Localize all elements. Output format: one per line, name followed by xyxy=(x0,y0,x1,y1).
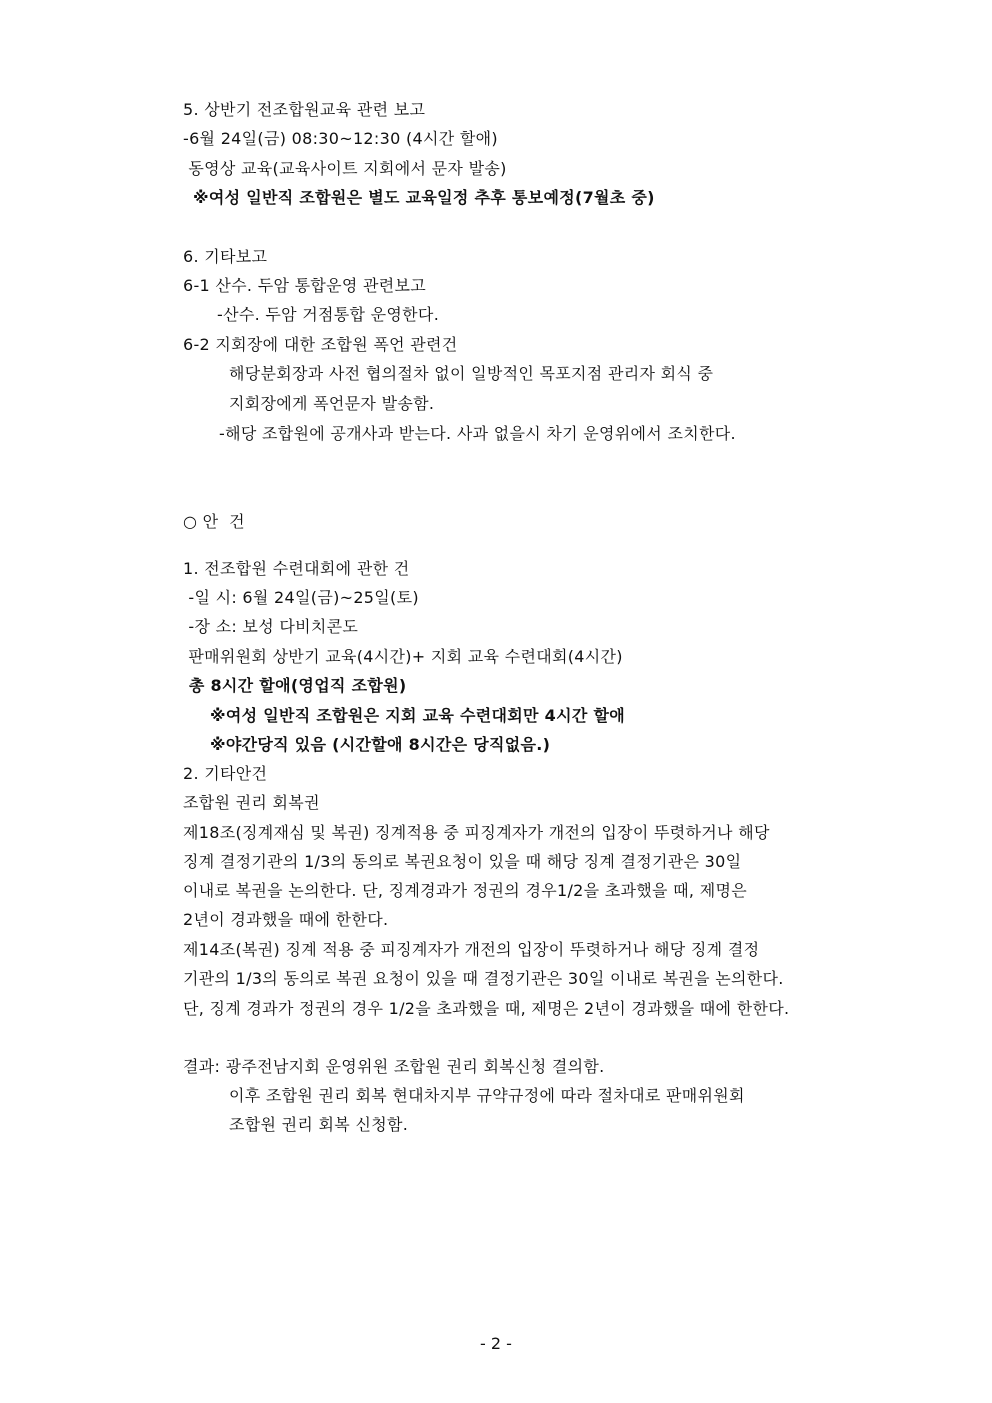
section6-item2-line3: -해당 조합원에 공개사과 받는다. 사과 없을시 차기 운영위에서 조치한다. xyxy=(219,424,736,443)
page-number: - 2 - xyxy=(480,1334,512,1353)
section6-item2-line1: 해당분회장과 사전 협의절차 없이 일방적인 목포지점 관리자 회식 중 xyxy=(229,364,714,383)
result-line1: 결과: 광주전남지회 운영위원 조합원 권리 회복신청 결의함. xyxy=(183,1057,605,1076)
section6-item2-title: 6-2 지회장에 대한 조합원 폭언 관련건 xyxy=(183,335,458,354)
agenda-item2-subtitle: 조합원 권리 회복권 xyxy=(183,793,320,812)
section6-item2-line2: 지회장에게 폭언문자 발송함. xyxy=(229,394,435,413)
article18-line2: 징계 결정기관의 1/3의 동의로 복권요청이 있을 때 해당 징계 결정기관은 30일 xyxy=(183,852,742,871)
agenda-item1-total: 총 8시간 할애(영업직 조합원) xyxy=(183,676,407,695)
article18-line1: 제18조(징계재심 및 복권) 징계적용 중 피징계자가 개전의 입장이 뚜렷하거나 해당 xyxy=(183,823,770,842)
agenda-item2-title: 2. 기타안건 xyxy=(183,764,268,783)
section5-video-line: 동영상 교육(교육사이트 지회에서 문자 발송) xyxy=(183,159,507,178)
agenda-item1-place: -장 소: 보성 다비치콘도 xyxy=(183,617,359,636)
section5-note: ※여성 일반직 조합원은 별도 교육일정 추후 통보예정(7월초 중) xyxy=(193,188,655,207)
agenda-item1-note2: ※야간당직 있음 (시간할애 8시간은 당직없음.) xyxy=(210,735,551,754)
result-line2: 이후 조합원 권리 회복 현대차지부 규약규정에 따라 절차대로 판매위원회 xyxy=(229,1086,745,1105)
article18-line3: 이내로 복권을 논의한다. 단, 징계경과가 정권의 경우1/2을 초과했을 때, 제명은 xyxy=(183,881,747,900)
section6-heading: 6. 기타보고 xyxy=(183,247,268,266)
agenda-item1-date: -일 시: 6월 24일(금)~25일(토) xyxy=(183,588,419,607)
section6-item1-title: 6-1 산수. 두암 통합운영 관련보고 xyxy=(183,276,427,295)
agenda-item1-program: 판매위원회 상반기 교육(4시간)+ 지회 교육 수련대회(4시간) xyxy=(183,647,623,666)
section6-item1-detail: -산수. 두암 거점통합 운영한다. xyxy=(217,305,440,324)
agenda-item1-note1: ※여성 일반직 조합원은 지회 교육 수련대회만 4시간 할애 xyxy=(210,706,626,725)
article14-line3: 단, 징계 경과가 정권의 경우 1/2을 초과했을 때, 제명은 2년이 경과했을 때에 한한다. xyxy=(183,999,790,1018)
agenda-item1-title: 1. 전조합원 수련대회에 관한 건 xyxy=(183,559,410,578)
result-line3: 조합원 권리 회복 신청함. xyxy=(229,1115,409,1134)
agenda-heading: ○ 안 건 xyxy=(183,512,245,531)
section5-date-line: -6월 24일(금) 08:30~12:30 (4시간 할애) xyxy=(183,129,498,148)
article18-line4: 2년이 경과했을 때에 한한다. xyxy=(183,910,389,929)
article14-line2: 기관의 1/3의 동의로 복권 요청이 있을 때 결정기관은 30일 이내로 복권을 논의한다. xyxy=(183,969,784,988)
section5-heading: 5. 상반기 전조합원교육 관련 보고 xyxy=(183,100,426,119)
article14-line1: 제14조(복권) 징계 적용 중 피징계자가 개전의 입장이 뚜렷하거나 해당 징계 결정 xyxy=(183,940,760,959)
